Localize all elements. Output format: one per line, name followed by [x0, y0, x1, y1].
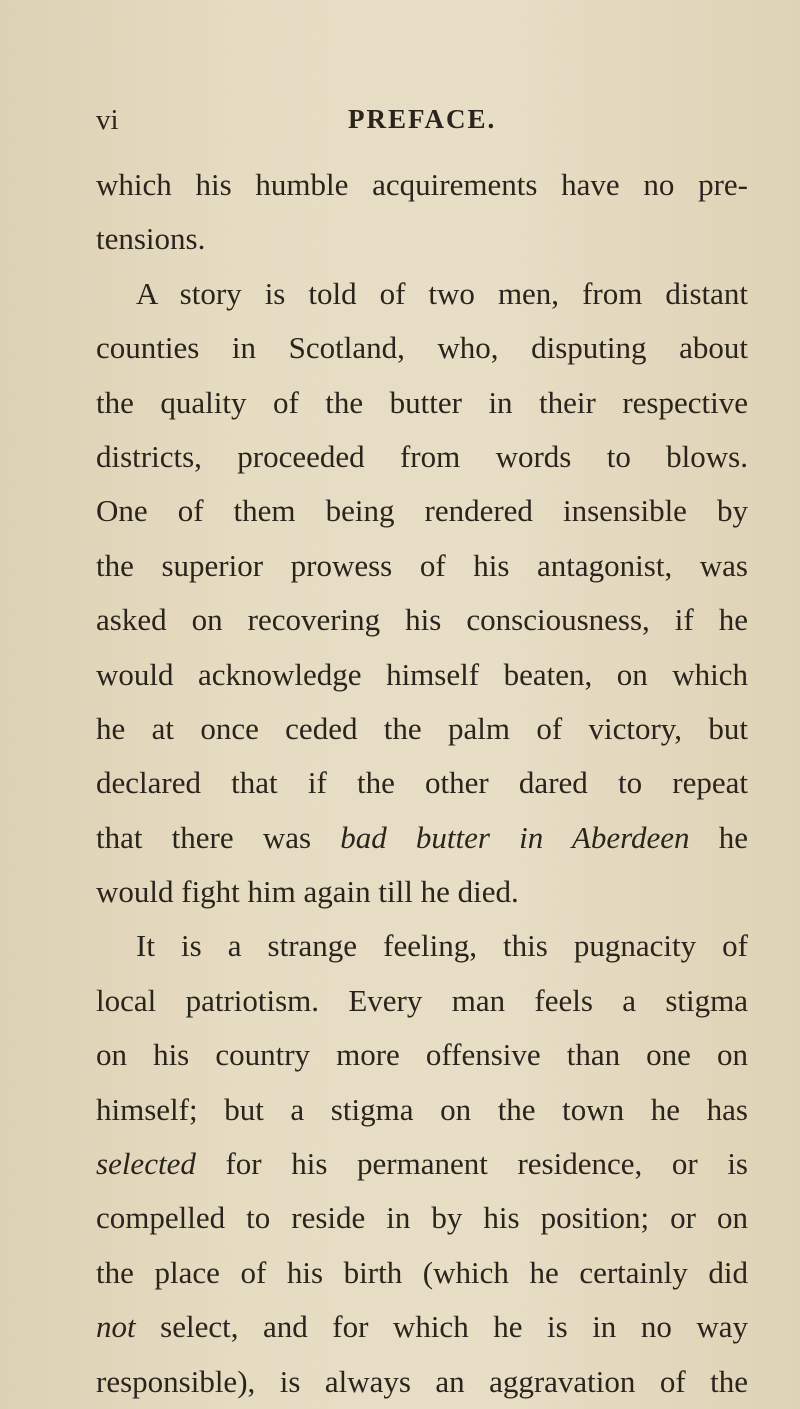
paragraph-first-line: It is a strange feeling, this pugnacity of	[136, 928, 748, 964]
text-line	[96, 811, 748, 865]
text-line: would fight him again till he died.	[96, 874, 519, 910]
body-text	[96, 158, 748, 1409]
text-line: declared that if the other dared to repeat	[96, 765, 748, 801]
page-header	[96, 104, 746, 144]
page-number: vi	[96, 104, 119, 136]
text-fragment: for his permanent residence, or is	[195, 1146, 748, 1182]
text-line: which his humble acquirements have no pre-	[96, 167, 748, 202]
text-line	[96, 1137, 748, 1191]
text-fragment: that there was	[96, 819, 341, 855]
text-line: on his country more offensive than one on	[96, 1037, 748, 1073]
text-line: counties in Scotland, who, disputing about	[96, 330, 748, 366]
text-line: would acknowledge himself beaten, on which	[96, 656, 748, 692]
text-fragment: select, and for which he is in no way	[135, 1309, 748, 1345]
text-line: One of them being rendered insensible by	[96, 493, 748, 529]
text-line: asked on recovering his consciousness, if he	[96, 602, 748, 638]
text-line	[96, 1300, 748, 1354]
text-line: the place of his birth (which he certainly did	[96, 1254, 748, 1290]
italic-text: not	[96, 1309, 136, 1345]
text-line: the quality of the butter in their respective	[96, 384, 748, 420]
text-line: compelled to reside in by his position; or on	[96, 1200, 748, 1236]
paragraph-first-line: A story is told of two men, from distant	[136, 275, 748, 311]
text-fragment: he	[689, 819, 748, 855]
text-line: districts, proceeded from words to blows.	[96, 438, 748, 474]
text-line: the superior prowess of his antagonist, was	[96, 547, 748, 583]
text-line: local patriotism. Every man feels a stigma	[96, 982, 748, 1018]
text-line: he at once ceded the palm of victory, but	[96, 710, 748, 746]
running-head: PREFACE.	[348, 104, 497, 134]
text-line: himself; but a stigma on the town he has	[96, 1091, 748, 1127]
italic-text: bad butter in Aberdeen	[340, 819, 690, 855]
text-line: tensions.	[96, 221, 206, 257]
text-line: responsible), is always an aggravation of the	[96, 1363, 748, 1399]
italic-text: selected	[96, 1146, 196, 1182]
